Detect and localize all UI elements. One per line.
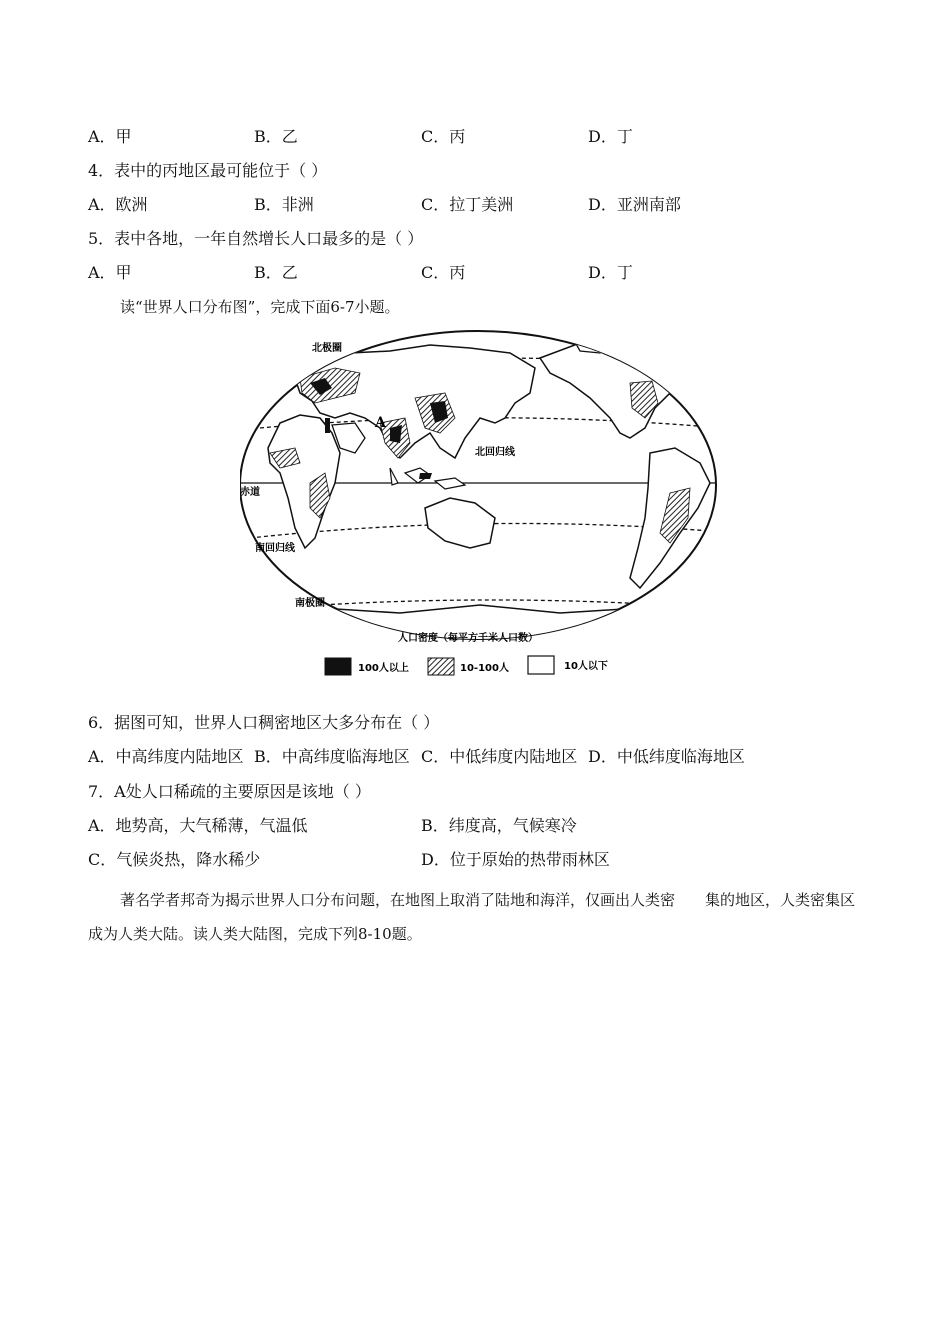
q6-option-b[interactable]: B．中高纬度临海地区 — [254, 747, 410, 766]
q3-option-a[interactable]: A．甲 — [88, 127, 132, 146]
q7-option-a[interactable]: A．地势高，大气稀薄，气温低 — [88, 816, 308, 835]
very-dense-java — [419, 473, 432, 479]
legend-title: 人口密度（每平方千米人口数） — [398, 633, 538, 644]
q3-option-c[interactable]: C．丙 — [421, 127, 466, 146]
label-tropic-of-capricorn: 南回归线 — [255, 543, 295, 554]
q6-option-d[interactable]: D．中低纬度临海地区 — [588, 747, 745, 766]
q4-option-d[interactable]: D．亚洲南部 — [588, 195, 681, 214]
q6-option-a[interactable]: A．中高纬度内陆地区 — [88, 747, 244, 766]
label-point-a: A — [375, 415, 386, 431]
world-population-map — [240, 323, 720, 688]
q3-option-d[interactable]: D．丁 — [588, 127, 633, 146]
antarctica-landmass — [240, 605, 720, 688]
q5-option-a[interactable]: A．甲 — [88, 263, 132, 282]
label-arctic-circle: 北极圈 — [312, 343, 342, 354]
legend-label-low: 10人以下 — [564, 661, 608, 672]
label-tropic-of-cancer: 北回归线 — [475, 447, 515, 458]
q7-option-b[interactable]: B．纬度高，气候寒冷 — [421, 816, 577, 835]
q6-options — [88, 746, 858, 768]
q4-stem: 4．表中的丙地区最可能位于（ ） — [88, 161, 328, 180]
label-equator: 赤道 — [240, 487, 260, 498]
q7-options-row1 — [88, 815, 858, 837]
q7-options-row2 — [88, 849, 858, 871]
q5-option-b[interactable]: B．乙 — [254, 263, 298, 282]
q6-stem: 6．据图可知，世界人口稠密地区大多分布在（ ） — [88, 713, 440, 732]
intro-8-10: 著名学者邦奇为揭示世界人口分布问题，在地图上取消了陆地和海洋，仅画出人类密 集的地区，人类密集区成为人类大陆。读人类大陆图，完成下列8-10题。 — [88, 891, 856, 943]
q4-option-c[interactable]: C．拉丁美洲 — [421, 195, 514, 214]
q3-option-b[interactable]: B．乙 — [254, 127, 298, 146]
q7-stem: 7．A处人口稀疏的主要原因是该地（ ） — [88, 782, 371, 801]
q7-option-c[interactable]: C．气候炎热，降水稀少 — [88, 850, 261, 869]
q6-option-c[interactable]: C．中低纬度内陆地区 — [421, 747, 578, 766]
intro-6-7: 读“世界人口分布图”，完成下面6-7小题。 — [120, 298, 400, 316]
legend-label-high: 100人以上 — [358, 663, 409, 674]
q5-option-d[interactable]: D．丁 — [588, 263, 633, 282]
legend-label-mid: 10-100人 — [460, 663, 509, 674]
legend-swatch-high — [325, 658, 351, 675]
q4-option-b[interactable]: B．非洲 — [254, 195, 314, 214]
very-dense-south-asia — [390, 425, 402, 443]
q5-option-c[interactable]: C．丙 — [421, 263, 466, 282]
legend-swatch-low — [528, 656, 554, 674]
q3-options — [88, 126, 848, 148]
q5-stem: 5．表中各地，一年自然增长人口最多的是（ ） — [88, 229, 424, 248]
map-svg — [240, 323, 720, 688]
legend-swatch-mid — [428, 658, 454, 675]
very-dense-nile — [325, 418, 330, 433]
q4-options — [88, 194, 848, 216]
label-antarctic-circle: 南极圈 — [295, 598, 325, 609]
q5-options — [88, 262, 848, 284]
q7-option-d[interactable]: D．位于原始的热带雨林区 — [421, 850, 610, 869]
q4-option-a[interactable]: A．欧洲 — [88, 195, 148, 214]
